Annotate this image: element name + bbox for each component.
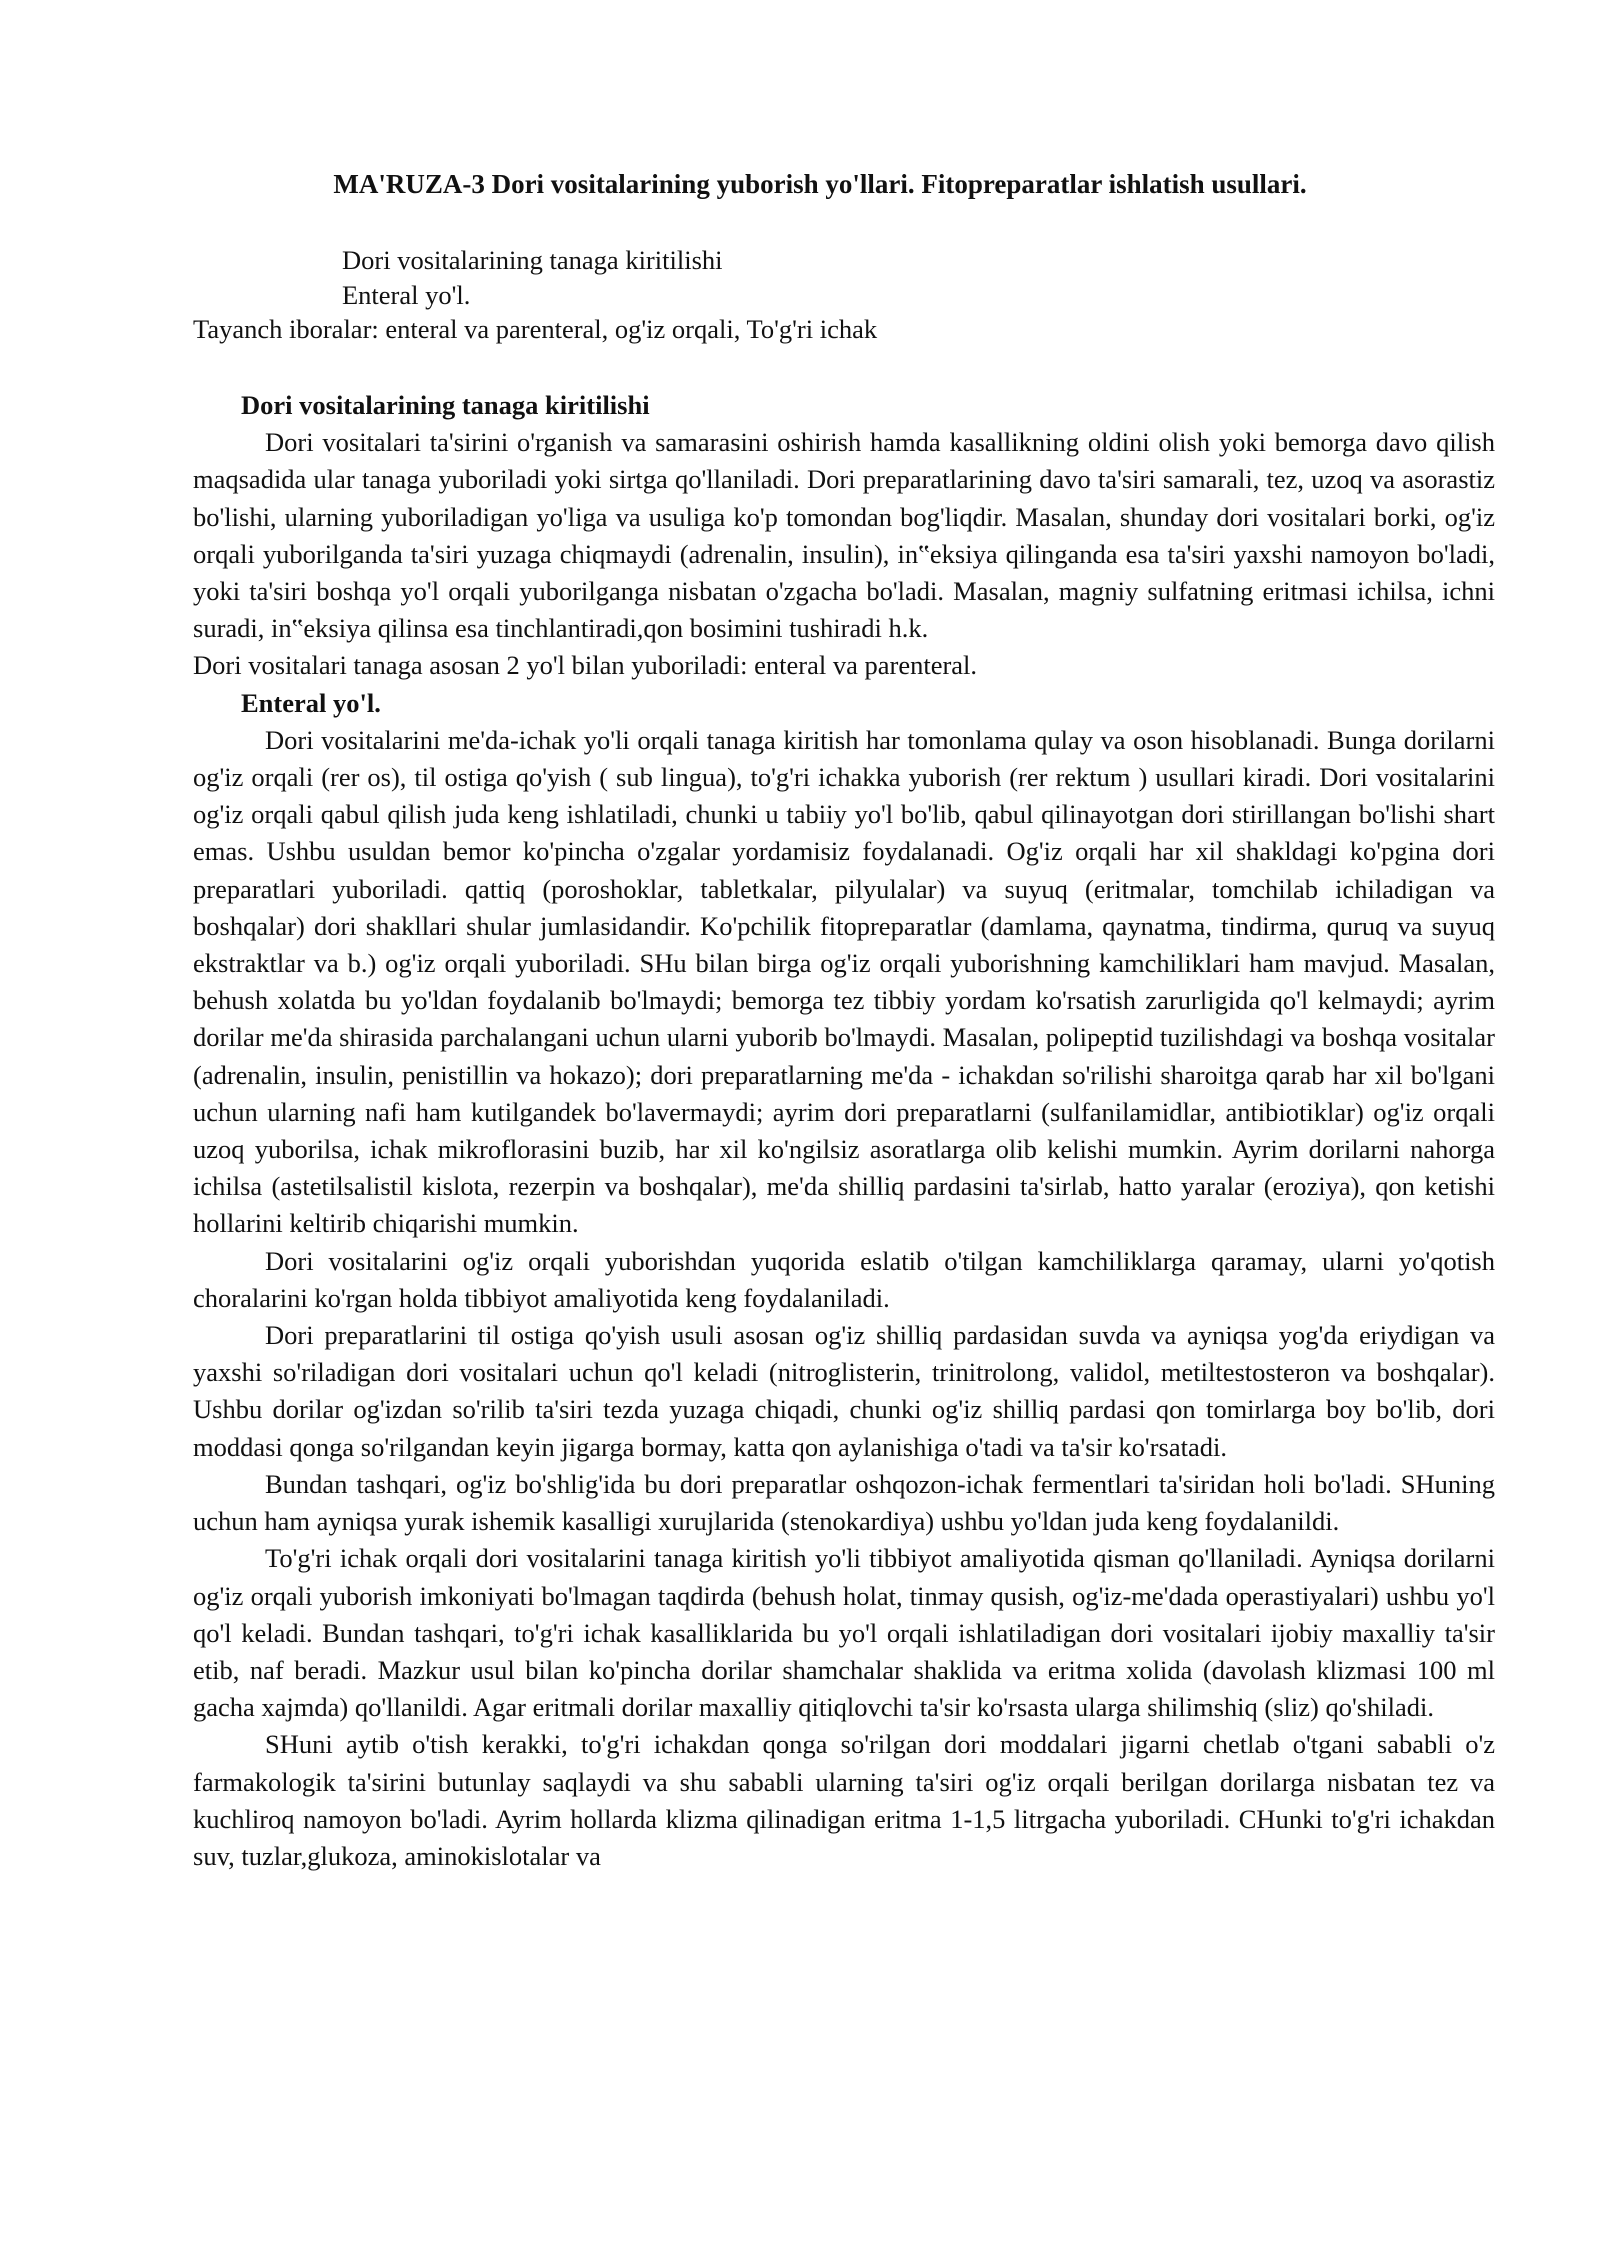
toc-item-2: Enteral yo'l.: [342, 280, 471, 310]
document-body: [193, 387, 1495, 1875]
paragraph: Dori vositalari ta'sirini o'rganish va samarasini oshirish hamda kasallikning oldini olish yoki bemorga davo qilish maqsadida ular tanaga yuboriladi yoki sirtga qo'llaniladi. Dori preparatlarining davo ta'siri samarali, tez, uzoq va asorastiz bo'lishi, ularning yuboriladigan yo'liga va usuliga ko'p tomondan bog'liqdir. Masalan, shunday dori vositalari borki, og'iz orqali yuborilganda ta'siri yuzaga chiqmaydi (adrenalin, insulin), in‟eksiya qilinganda esa ta'siri yaxshi namoyon bo'ladi, yoki ta'siri boshqa yo'l orqali yuborilganga nisbatan o'zgacha bo'ladi. Masalan, magniy sulfatning eritmasi ichilsa, ichni suradi, in‟eksiya qilinsa esa tinchlantiradi,qon bosimini tushiradi h.k.: [193, 427, 1495, 644]
paragraph: Dori vositalarini og'iz orqali yuborishdan yuqorida eslatib o'tilgan kamchiliklarga qaramay, ularni yo'qotish choralarini ko'rgan holda tibbiyot amaliyotida keng foydalaniladi.: [193, 1245, 1495, 1313]
paragraph: Bundan tashqari, og'iz bo'shlig'ida bu dori preparatlar oshqozon-ichak fermentlari ta'siridan holi bo'ladi. SHuning uchun ham ayniqsa yurak ishemik kasalligi xurujlarida (stenokardiya) ushbu yo'ldan juda keng foydalanildi.: [193, 1468, 1495, 1537]
section-heading: Enteral yo'l.: [241, 687, 381, 718]
keywords-line: Tayanch iboralar: enteral va parenteral, og'iz orqali, To'g'ri ichak: [193, 314, 878, 344]
paragraph: Dori preparatlarini til ostiga qo'yish usuli asosan og'iz shilliq pardasidan suvda va ayniqsa yog'da eriydigan va yaxshi so'riladigan dori vositalari uchun qo'l keladi (nitroglisterin, trinitrolong, validol, metiltestosteron va boshqalar). Ushbu dorilar og'izdan so'rilib ta'siri tezda yuzaga chiqadi, chunki og'iz shilliq pardasi qon tomirlarga boy bo'lib, dori moddasi qonga so'rilgandan keyin jigarga bormay, katta qon aylanishiga o'tadi va ta'sir ko'rsatadi.: [193, 1320, 1495, 1462]
lecture-title: MA'RUZA-3 Dori vositalarining yuborish yo'llari. Fitopreparatlar ishlatish usullari.: [333, 169, 1307, 199]
toc-item-1: Dori vositalarining tanaga kiritilishi: [342, 245, 723, 275]
paragraph: Dori vositalari tanaga asosan 2 yo'l bilan yuboriladi: enteral va parenteral.: [193, 650, 978, 681]
section-heading: Dori vositalarining tanaga kiritilishi: [241, 390, 650, 420]
paragraph: To'g'ri ichak orqali dori vositalarini tanaga kiritish yo'li tibbiyot amaliyotida qisman qo'llaniladi. Ayniqsa dorilarni og'iz orqali yuborish imkoniyati bo'lmagan taqdirda (behush holat, tinmay qusish, og'iz-me'dada operastiyalari) ushbu yo'l qo'l keladi. Bundan tashqari, to'g'ri ichak kasalliklarida bu yo'l orqali ishlatiladigan dori vositalari ijobiy maxalliy ta'sir etib, naf beradi. Mazkur usul bilan ko'pincha dorilar shamchalar shaklida va eritma xolida (davolash klizmasi 100 ml gacha xajmda) qo'llanildi. Agar eritmali dorilar maxalliy qitiqlovchi ta'sir ko'rsasta ularga shilimshiq (sliz) qo'shiladi.: [193, 1543, 1495, 1723]
paragraph: SHuni aytib o'tish kerakki, to'g'ri ichakdan qonga so'rilgan dori moddalari jigarni chetlab o'tgani sababli o'z farmakologik ta'sirini butunlay saqlaydi va shu sababli ularning ta'siri og'iz orqali berilgan dorilarga nisbatan tez va kuchliroq namoyon bo'ladi. Ayrim hollarda klizma qilinadigan eritma 1-1,5 litrgacha yuboriladi. CHunki to'g'ri ichakdan suv, tuzlar,glukoza, aminokislotalar va: [193, 1729, 1495, 1871]
paragraph: Dori vositalarini me'da-ichak yo'li orqali tanaga kiritish har tomonlama qulay va oson hisoblanadi. Bunga dorilarni og'iz orqali (rer os), til ostiga qo'yish ( sub lingua), to'g'ri ichakka yuborish (rer rektum ) usullari kiradi. Dori vositalarini og'iz orqali qabul qilish juda keng ishlatiladi, chunki u tabiiy yo'l bo'lib, qabul qilinayotgan dori stirillangan bo'lishi shart emas. Ushbu usuldan bemor ko'pincha o'zgalar yordamisiz foydalanadi. Og'iz orqali har xil shakldagi ko'pgina dori preparatlari yuboriladi. qattiq (poroshoklar, tabletkalar, pilyulalar) va suyuq (eritmalar, tomchilab ichiladigan va boshqalar) dori shakllari shular jumlasidandir. Ko'pchilik fitopreparatlar (damlama, qaynatma, tindirma, quruq va suyuq ekstraktlar va b.) og'iz orqali yuboriladi. SHu bilan birga og'iz orqali yuborishning kamchiliklari ham mavjud. Masalan, behush xolatda bu yo'ldan foydalanib bo'lmaydi; bemorga tez tibbiy yordam ko'rsatish zarurligida qo'l kelmaydi; ayrim dorilar me'da shirasida parchalangani uchun ularni yuborib bo'lmaydi. Masalan, polipeptid tuzilishdagi va boshqa vositalar (adrenalin, insulin, penistillin va hokazo); dori preparatlarning me'da - ichakdan so'rilishi sharoitga qarab har xil bo'lgani uchun ularning nafi ham kutilgandek bo'lavermaydi; ayrim dori preparatlarni (sulfanilamidlar, antibiotiklar) og'iz orqali uzoq yuborilsa, ichak mikroflorasini buzib, har xil ko'ngilsiz asoratlarga olib kelishi mumkin. Ayrim dorilarni nahorga ichilsa (astetilsalistil kislota, rezerpin va boshqalar), me'da shilliq pardasini ta'sirlab, hatto yaralar (eroziya), qon ketishi hollarini keltirib chiqarishi mumkin.: [193, 724, 1495, 1239]
